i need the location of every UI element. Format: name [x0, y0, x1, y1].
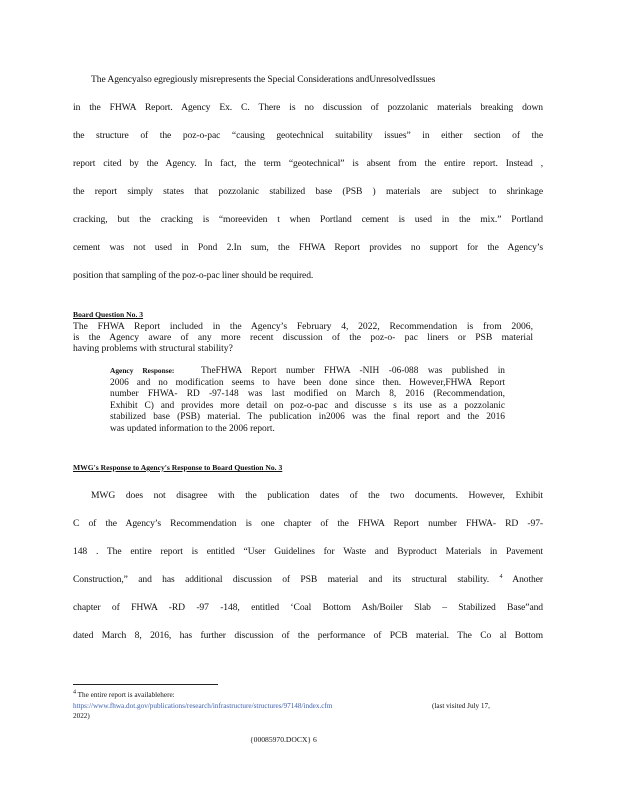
text-line: Exhibit C) and provides more detail on poz-o-pac and discusse s its use as a pozzolanic	[110, 400, 505, 411]
text-line: dated March 8, 2016, has further discussion of the performance of PCB material. The Co al Bottom	[73, 630, 543, 641]
agency-response-block	[110, 365, 505, 436]
page-footer	[250, 735, 317, 744]
text-line	[73, 574, 543, 585]
document-id: {00085970.DOCX}	[250, 735, 312, 744]
page-number: 6	[313, 735, 317, 744]
text-line: cement was not used in Pond 2.In sum, the FHWA Report provides no support for the Agency’s	[73, 242, 543, 253]
footnote-text: The entire report is availablehere:	[77, 691, 175, 699]
footnote-marker: 4	[73, 689, 76, 696]
text-line: cracking, but the cracking is “moreeviden t when Portland cement is used in the mix.” Portland	[73, 214, 543, 225]
text-line: number FHWA- RD -97-148 was last modified on March 8, 2016 (Recommendation,	[110, 389, 505, 400]
text-line: having problems with structural stability?	[73, 343, 233, 354]
text-line: 2006 and no modification seems to have been done since then. However,FHWA Report	[110, 377, 505, 388]
text-line: the structure of the poz-o-pac “causing geotechnical suitability issues” in either section of the	[73, 130, 543, 141]
text-line: C of the Agency’s Recommendation is one chapter of the FHWA Report number FHWA- RD -97-	[73, 518, 543, 529]
text-line: The FHWA Report included in the Agency’s February 4, 2022, Recommendation is from 2006,	[73, 321, 533, 332]
text-line: chapter of FHWA -RD -97 -148, entitled ‘Coal Bottom Ash/Boiler Slab – Stabilized Base”and	[73, 602, 543, 613]
text-line: was updated information to the 2006 report.	[110, 423, 275, 434]
text-segment: Another	[512, 574, 543, 585]
text-line: in the FHWA Report. Agency Ex. C. There is no discussion of pozzolanic materials breaking down	[73, 102, 543, 113]
footnote-year: 2022)	[73, 712, 90, 720]
text-line: position that sampling of the poz-o-pac liner should be required.	[73, 270, 314, 281]
footnote-visited: (last visited July 17,	[432, 701, 490, 710]
mwg-response-heading: MWG's Response to Agency's Response to Board Question No. 3	[73, 463, 283, 472]
text-line: report cited by the Agency. In fact, the term “geotechnical” is absent from the entire report. Instead ,	[73, 158, 543, 169]
footnote-divider	[73, 684, 218, 685]
text-line: TheFHWA Report number FHWA -NIH -06-088 was published in	[201, 366, 505, 376]
footnote-reference[interactable]: 4	[499, 573, 503, 580]
text-segment: Construction,” and has additional discussion of PSB material and its structural stability.	[73, 574, 490, 585]
footnote	[73, 690, 533, 722]
text-line: the report simply states that pozzolanic stabilized base (PSB ) materials are subject to shrinkage	[73, 186, 543, 197]
text-line: 148 . The entire report is entitled “User Guidelines for Waste and Byproduct Materials in Pavement	[73, 546, 543, 557]
text-line: is the Agency aware of any more recent discussion of the poz-o- pac liners or PSB material	[73, 332, 533, 343]
footnote-link[interactable]: https://www.fhwa.dot.gov/publications/research/infrastructure/structures/97148/index.cfm	[73, 701, 333, 710]
board-question-text	[73, 321, 533, 354]
board-question-heading: Board Question No. 3	[73, 310, 144, 319]
text-line: stabilized base (PSB) material. The publication in2006 was the final report and the 2016	[110, 412, 505, 423]
agency-response-label: Agency Response:	[110, 366, 175, 375]
text-line: MWG does not disagree with the publication dates of the two documents. However, Exhibit	[91, 490, 543, 501]
text-line: The Agencyalso egregiously misrepresents the Special Considerations andUnresolvedIssues	[91, 74, 436, 85]
